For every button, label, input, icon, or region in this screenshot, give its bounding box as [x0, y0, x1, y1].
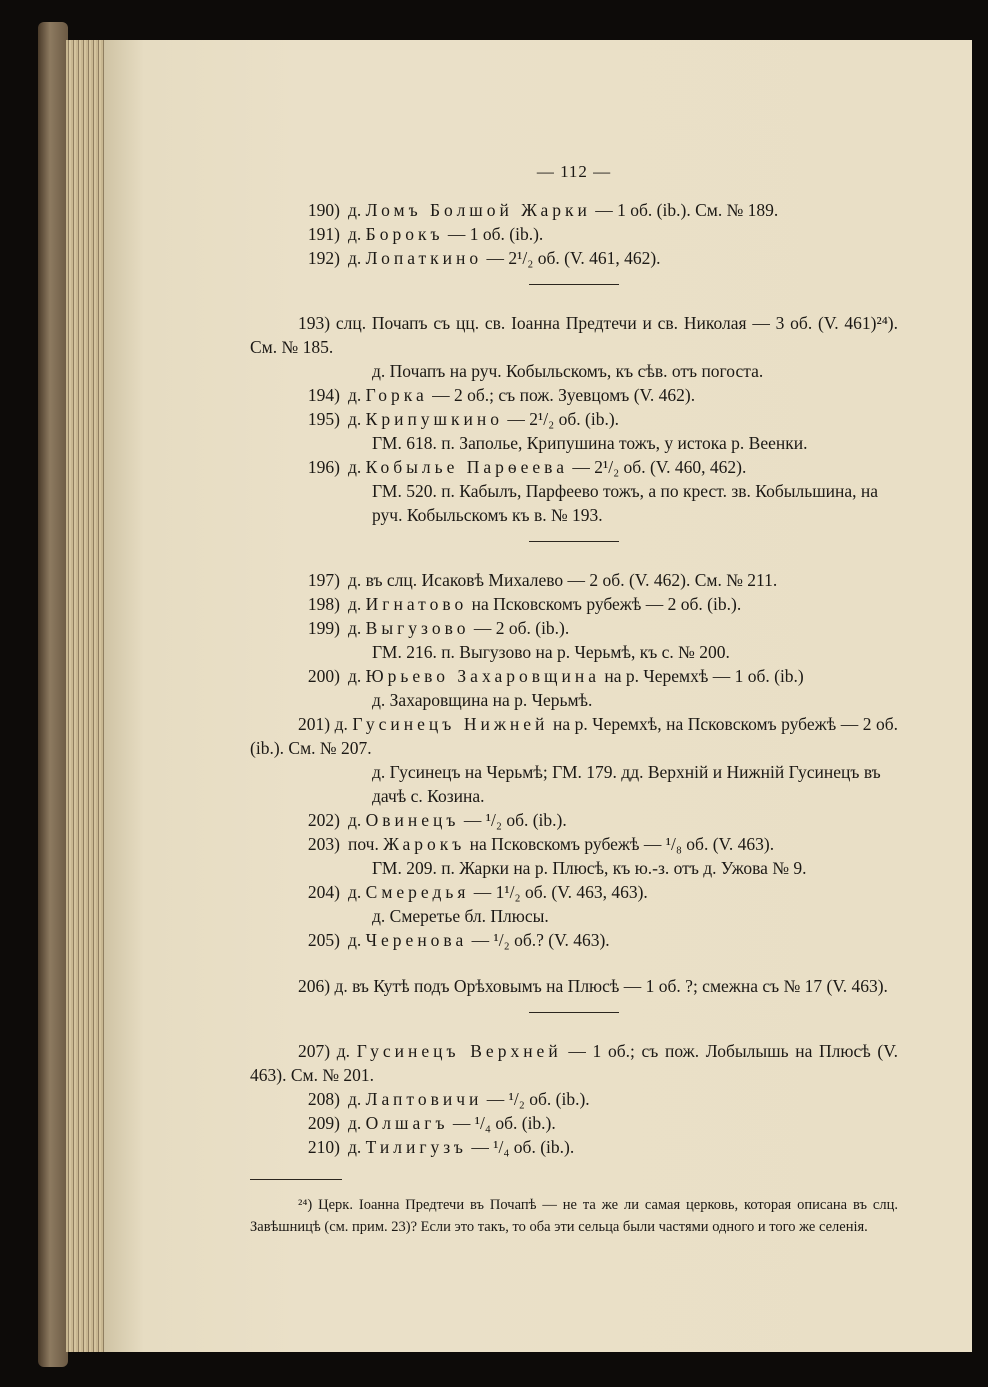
- entry-201: 201) д. Гусинецъ Нижней на р. Черемхѣ, на Псковскомъ рубежѣ — 2 об. (ib.). См. № 207.: [250, 714, 899, 758]
- entry-208: 208) д. Лаптовичи — ¹/₂ об. (ib.).: [307, 1089, 590, 1109]
- entry-197: 197) д. въ слц. Исаковѣ Михалево — 2 об. (V. 462). См. № 211.: [307, 570, 778, 590]
- entry-204: 204) д. Смередья — 1¹/₂ об. (V. 463, 463).: [307, 882, 648, 902]
- entry-195: 195) д. Крипушкино — 2¹/₂ об. (ib.).: [307, 409, 620, 429]
- entry-203-note: ГМ. 209. п. Жарки на р. Плюсѣ, къ ю.-з. отъ д. Ужова № 9.: [372, 858, 807, 878]
- entry-198: 198) д. Игнатово на Псковскомъ рубежѣ — 2 об. (ib.).: [307, 594, 742, 614]
- entry-200-note: д. Захаровщина на р. Черьмѣ.: [372, 690, 593, 710]
- page-edges: [66, 40, 106, 1352]
- footnote-rule: [250, 1179, 342, 1180]
- entry-202: 202) д. Овинецъ — ¹/₂ об. (ib.).: [307, 810, 567, 830]
- entry-192: 192) д. Лопаткино — 2¹/₂ об. (V. 461, 462).: [307, 248, 661, 268]
- entry-199: 199) д. Выгузово — 2 об. (ib.).: [307, 618, 570, 638]
- spacer: [250, 952, 898, 974]
- section-divider: [529, 1012, 619, 1013]
- entry-194: 194) д. Горка — 2 об.; съ пож. Зуевцомъ (V. 462).: [307, 385, 696, 405]
- entry-196-note: ГМ. 520. п. Кабылъ, Парфеево тожъ, а по крест. зв. Кобыльшина, на руч. Кобыльскомъ къ в. № 193.: [372, 481, 879, 525]
- footnote-text: ²⁴) Церк. Іоанна Предтечи въ Почапѣ — не та же ли самая церковь, которая описана въ слц. Завѣшницѣ (см. прим. 23)? Если это такъ, то оба эти сельца были частями одного и того же селенія.: [250, 1197, 898, 1235]
- entry-200: 200) д. Юрьево Захаровщина на р. Черемхѣ — 1 об. (ib.): [307, 666, 804, 686]
- text-column: [250, 160, 898, 1238]
- entry-201-note: д. Гусинецъ на Черьмѣ; ГМ. 179. дд. Верхній и Нижній Гусинецъ въ дачѣ с. Козина.: [372, 762, 881, 806]
- entry-207: 207) д. Гусинецъ Верхней — 1 об.; съ пож. Лобылышь на Плюсѣ (V. 463). См. № 201.: [250, 1041, 899, 1085]
- page-number: — 112 —: [536, 162, 612, 181]
- entry-191: 191) д. Борокъ — 1 об. (ib.).: [307, 224, 544, 244]
- entry-199-note: ГМ. 216. п. Выгузово на р. Черьмѣ, къ с. № 200.: [372, 642, 730, 662]
- entry-193: 193) слц. Почапъ съ цц. св. Іоанна Предтечи и св. Николая — 3 об. (V. 461)²⁴). См. № 185.: [250, 313, 898, 357]
- entry-193-note: д. Почапъ на руч. Кобыльскомъ, къ сѣв. отъ погоста.: [372, 361, 764, 381]
- entry-203: 203) поч. Жарокъ на Псковскомъ рубежѣ — ¹/₈ об. (V. 463).: [307, 834, 775, 854]
- section-divider: [529, 541, 619, 542]
- entry-205: 205) д. Черенова — ¹/₂ об.? (V. 463).: [307, 930, 610, 950]
- entry-209: 209) д. Олшагъ — ¹/₄ об. (ib.).: [307, 1113, 556, 1133]
- entry-196: 196) д. Кобылье Парѳеева — 2¹/₂ об. (V. 460, 462).: [307, 457, 747, 477]
- book-spine: [38, 22, 68, 1367]
- entry-195-note: ГМ. 618. п. Заполье, Крипушина тожъ, у истока р. Веенки.: [372, 433, 808, 453]
- footnote: [250, 1194, 898, 1238]
- entry-210: 210) д. Тилигузъ — ¹/₄ об. (ib.).: [307, 1137, 575, 1157]
- book-page: [104, 40, 972, 1352]
- entry-204-note: д. Смеретье бл. Плюсы.: [372, 906, 549, 926]
- entry-206: 206) д. въ Кутѣ подъ Орѣховымъ на Плюсѣ — 1 об. ?; смежна съ № 17 (V. 463).: [298, 976, 888, 996]
- entry-190: 190) д. Ломъ Болшой Жарки — 1 об. (ib.). См. № 189.: [307, 200, 779, 220]
- section-divider: [529, 284, 619, 285]
